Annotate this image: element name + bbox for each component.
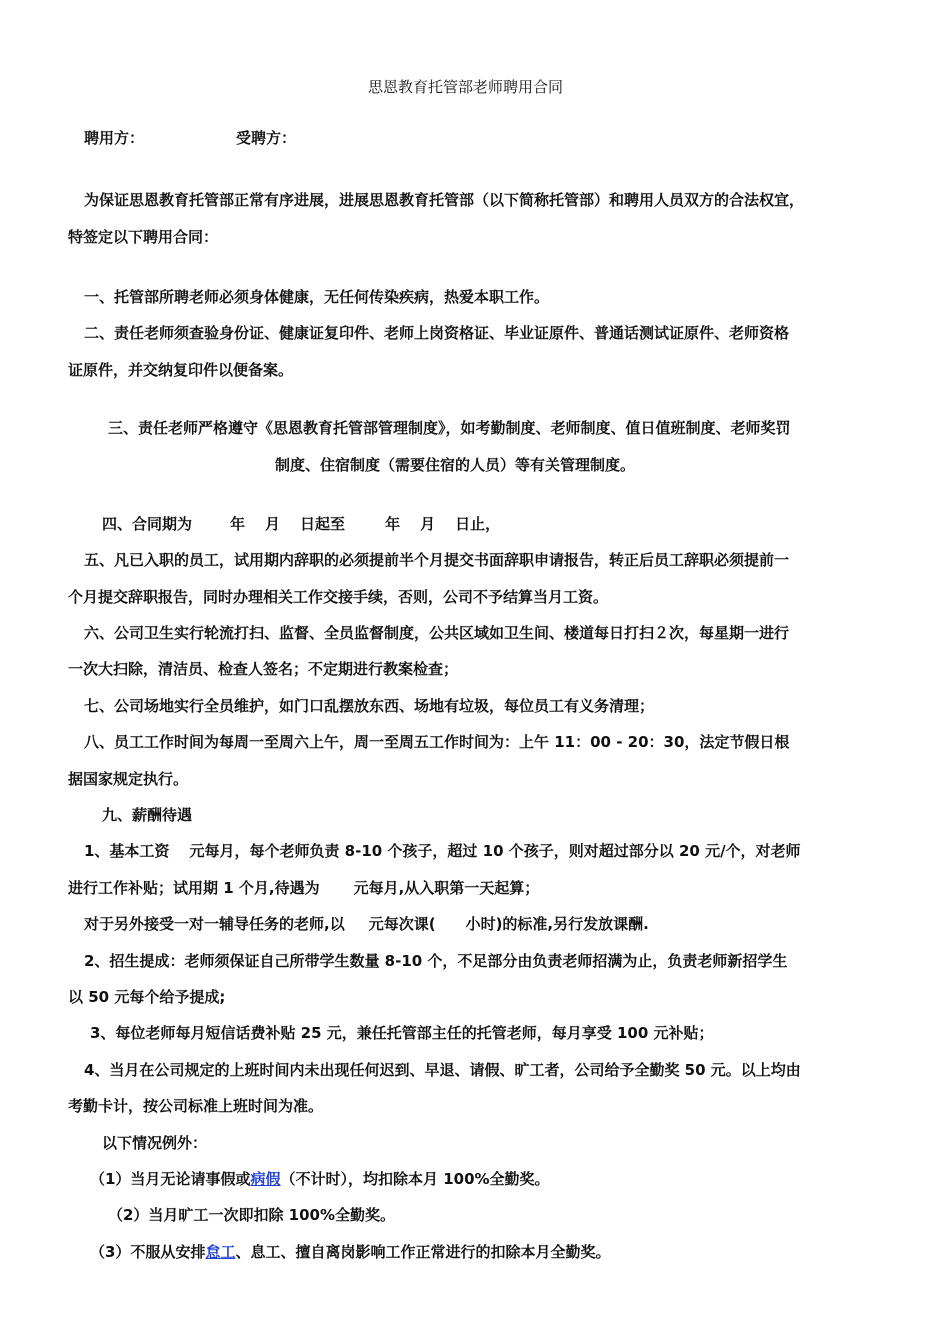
- exceptions-heading: 以下情况例外：: [102, 1134, 208, 1152]
- clause-4-year-1: 年: [230, 515, 246, 533]
- employer-label: 聘用方：: [84, 129, 145, 147]
- salary-2-line-2: 以 50 元每个给予提成;: [68, 988, 226, 1006]
- clause-4-month-2: 月: [420, 515, 436, 533]
- clause-1: 一、托管部所聘老师必须身体健康，无任何传染疾病，热爱本职工作。: [84, 288, 550, 306]
- clause-3-line-2: 制度、住宿制度（需要住宿的人员）等有关管理制度。: [275, 456, 636, 474]
- slacking-link[interactable]: 怠工: [205, 1243, 236, 1261]
- clause-2-line-1: 二、责任老师须查验身份证、健康证复印件、老师上岗资格证、毕业证原件、普通话测试证原件、老师资格: [84, 324, 790, 342]
- clause-4-month-1: 月: [265, 515, 281, 533]
- intro-line-1: 为保证思恩教育托管部正常有序进展，进展思恩教育托管部（以下简称托管部）和聘用人员双方的合法权宜，: [84, 191, 805, 209]
- salary-1-line-2: [68, 877, 539, 899]
- exception-3-prefix: （3）不服从安排: [90, 1243, 206, 1261]
- salary-2-line-1: 2、招生提成：老师须保证自己所带学生数量 8-10 个，不足部分由负责老师招满为止，负责老师新招学生: [84, 952, 788, 970]
- tutoring-rate-suffix: 小时)的标准,另行发放课酬.: [465, 915, 649, 933]
- clause-6-line-1: 六、公司卫生实行轮流打扫、监督、全员监督制度，公共区域如卫生间、楼道每日打扫２次，每星期一进行: [84, 624, 790, 642]
- clause-8-line-1: 八、员工工作时间为每周一至周六上午，周一至周五工作时间为：上午 11：00 - 20：30，法定节假日根: [84, 733, 790, 751]
- clause-2-line-2: 证原件，并交纳复印件以便备案。: [68, 361, 294, 379]
- clause-3-line-1: 三、责任老师严格遵守《思恩教育托管部管理制度》，如考勤制度、老师制度、值日值班制度、老师奖罚: [108, 419, 791, 437]
- sick-leave-link[interactable]: 病假: [250, 1170, 281, 1188]
- tutoring-rate-prefix: 对于另外接受一对一辅导任务的老师,以: [84, 915, 345, 933]
- salary-1-probation-pay: 元每月,从入职第一天起算；: [353, 879, 540, 897]
- exception-2: （2）当月旷工一次即扣除 100%全勤奖。: [108, 1206, 396, 1224]
- salary-1-text: 元每月，每个老师负责 8-10 个孩子，超过 10 个孩子，则对超过部分以 20 元/个，对老师: [189, 842, 801, 860]
- clause-8-line-2: 据国家规定执行。: [68, 770, 189, 788]
- clause-5-line-2: 个月提交辞职报告，同时办理相关工作交接手续，否则，公司不予结算当月工资。: [68, 588, 609, 606]
- clause-6-line-2: 一次大扫除，清洁员、检查人签名；不定期进行教案检查；: [68, 660, 459, 678]
- clause-9-heading: 九、薪酬待遇: [102, 806, 193, 824]
- employee-label: 受聘方：: [236, 129, 297, 147]
- salary-1-line-1: [84, 840, 801, 862]
- salary-1-probation: 进行工作补贴；试用期 1 个月,待遇为: [68, 879, 320, 897]
- clause-4-label: 四、合同期为: [102, 515, 193, 533]
- tutoring-rate-unit: 元每次课(: [368, 915, 436, 933]
- salary-3: 3、每位老师每月短信话费补贴 25 元，兼任托管部主任的托管老师，每月享受 100 元补贴；: [90, 1024, 714, 1042]
- clause-4-year-2: 年: [385, 515, 401, 533]
- salary-4-line-1: 4、当月在公司规定的上班时间内未出现任何迟到、早退、请假、旷工者，公司给予全勤奖 50 元。以上均由: [84, 1061, 801, 1079]
- salary-4-line-2: 考勤卡计，按公司标准上班时间为准。: [68, 1097, 324, 1115]
- exception-3-suffix: 、息工、擅自离岗影响工作正常进行的扣除本月全勤奖。: [235, 1243, 611, 1261]
- clause-4-day-1: 日起至: [300, 515, 346, 533]
- clause-4: [102, 513, 500, 535]
- exception-1-prefix: （1）当月无论请事假或: [90, 1170, 251, 1188]
- salary-1-line-3: [84, 913, 649, 935]
- exception-1: [90, 1168, 550, 1190]
- exception-3: [90, 1241, 610, 1263]
- clause-7: 七、公司场地实行全员维护，如门口乱摆放东西、场地有垃圾，每位员工有义务清理；: [84, 697, 655, 715]
- clause-5-line-1: 五、凡已入职的员工，试用期内辞职的必须提前半个月提交书面辞职申请报告，转正后员工辞职必须提前一: [84, 551, 790, 569]
- salary-1-label: 1、基本工资: [84, 842, 170, 860]
- exception-1-suffix: （不计时），均扣除本月 100%全勤奖。: [280, 1170, 550, 1188]
- intro-line-2: 特签定以下聘用合同：: [68, 228, 219, 246]
- page-title: 思恩教育托管部老师聘用合同: [368, 78, 564, 96]
- clause-4-day-2: 日止，: [455, 515, 501, 533]
